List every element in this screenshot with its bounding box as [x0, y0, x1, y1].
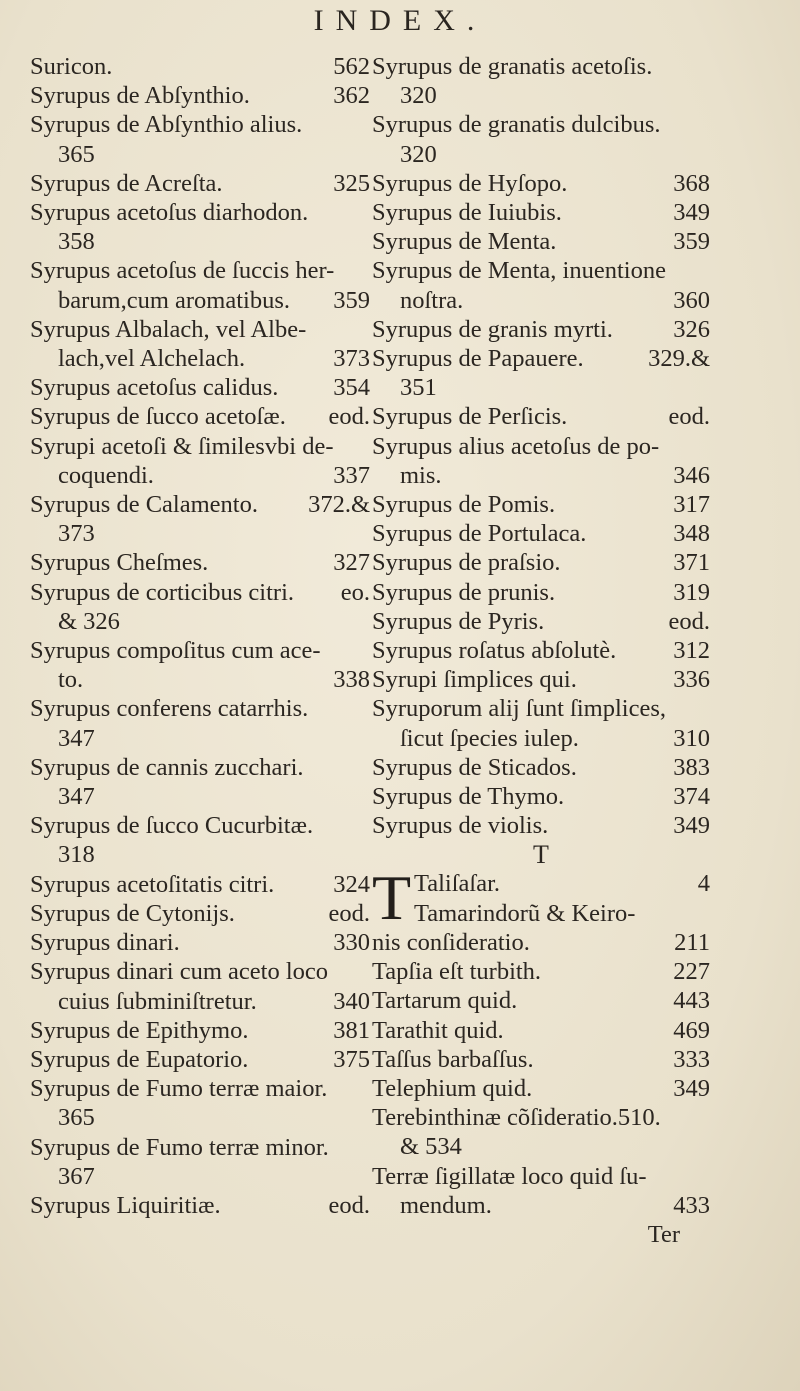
entry-text: Syrupus de Eupatorio.	[30, 1045, 249, 1073]
entry-text-line	[30, 724, 370, 753]
index-entry	[30, 548, 370, 577]
entry-text: Syrupus Albalach, vel Albe-	[30, 315, 307, 343]
entry-page-number: 433	[673, 1191, 710, 1219]
entry-text-line	[30, 140, 370, 169]
entry-page-number: 374	[673, 783, 710, 811]
entry-text: Syrupus de granatis acetoſis.	[372, 53, 653, 80]
index-entry	[372, 1074, 710, 1103]
index-entry	[30, 811, 370, 869]
entry-text-line	[372, 432, 710, 461]
entry-page-number: 325	[333, 169, 370, 197]
entry-text-line	[372, 1191, 710, 1220]
entry-text-line	[372, 548, 710, 577]
entry-text: Syrupus de Fumo terræ minor.	[30, 1133, 329, 1161]
left-column	[30, 52, 370, 1220]
dropcap-letter: T	[372, 862, 412, 934]
entry-text-line	[30, 607, 370, 636]
index-entry	[372, 198, 710, 227]
entry-text-line	[30, 1162, 370, 1191]
entry-text: Syrupus de Abſynthio.	[30, 82, 250, 110]
entry-text-line	[30, 169, 370, 198]
index-entry	[372, 957, 710, 986]
entry-page-number: 372.&	[308, 491, 370, 519]
entry-text: Syrupus de praſsio.	[372, 549, 561, 577]
entry-text-line	[372, 490, 710, 519]
index-entry	[372, 256, 710, 314]
entry-page-number: 227	[673, 958, 710, 986]
index-entry	[372, 169, 710, 198]
entry-text: Syrupus de Perſicis.	[372, 403, 568, 431]
index-entry	[30, 870, 370, 899]
entry-text-line	[372, 1016, 710, 1045]
entry-text-line	[30, 987, 370, 1016]
entry-text: Syruporum alij ſunt ſimplices,	[372, 695, 666, 723]
entry-text-line	[372, 1132, 710, 1161]
entry-text-line	[372, 461, 710, 490]
entry-text: Syrupus de ſucco acetoſæ.	[30, 403, 286, 431]
entry-text: Tartarum quid.	[372, 987, 518, 1015]
index-entry	[372, 432, 710, 490]
entry-text-line	[372, 315, 710, 344]
entry-page-number: 333	[673, 1045, 710, 1073]
entry-text: Syrupus de Calamento.	[30, 491, 258, 519]
entry-text-line	[372, 227, 710, 256]
entry-page-number: 383	[673, 753, 710, 781]
entry-text-line	[30, 1133, 370, 1162]
index-entry	[372, 636, 710, 665]
index-entry-dropcap	[372, 862, 710, 934]
entry-page-number: 4	[697, 870, 710, 898]
index-entry	[30, 753, 370, 811]
entry-text: Syrupus de Sticados.	[372, 753, 577, 781]
index-entry	[30, 315, 370, 373]
entry-text-line	[30, 1191, 370, 1220]
entry-page-number: 324	[333, 870, 370, 898]
entry-page-number: 368	[673, 169, 710, 197]
entry-text: cuius ſubminiſtretur.	[58, 987, 257, 1015]
entry-text: mendum.	[400, 1191, 492, 1219]
entry-text: Syrupus de Cytonijs.	[30, 899, 235, 927]
index-entry	[372, 344, 710, 402]
entry-page-number: 330	[333, 929, 370, 957]
t-entries	[372, 928, 710, 1220]
entry-text-line	[30, 344, 370, 373]
entry-page-number: 381	[333, 1016, 370, 1044]
entry-page-number: 359	[333, 286, 370, 314]
index-entry	[30, 1191, 370, 1220]
index-entry	[30, 899, 370, 928]
entry-text-line	[372, 957, 710, 986]
entry-text-line	[30, 461, 370, 490]
entry-text: Tapſia eſt turbith.	[372, 958, 542, 986]
index-entry	[30, 110, 370, 168]
entry-text: Syrupus de Abſynthio alius.	[30, 111, 303, 139]
index-entry	[372, 490, 710, 519]
entry-text-line	[30, 870, 370, 899]
entry-text-line	[30, 782, 370, 811]
entry-text: coquendi.	[58, 461, 154, 489]
entry-text: Syrupus de Hyſopo.	[372, 169, 568, 197]
entry-text-line	[372, 52, 710, 81]
entry-text: Syrupus de cannis zucchari.	[30, 753, 304, 781]
entry-page-number: 367	[58, 1162, 95, 1190]
entry-page-number: 365	[58, 140, 95, 168]
entry-text-line	[30, 402, 370, 431]
index-entry	[30, 1133, 370, 1191]
index-entry	[372, 665, 710, 694]
entry-text-line	[30, 256, 370, 285]
entry-text: Syrupus de granatis dulcibus.	[372, 111, 661, 139]
index-entry	[372, 548, 710, 577]
entry-text-line	[30, 578, 370, 607]
entry-text-line	[372, 402, 710, 431]
entry-text: to.	[58, 666, 84, 694]
entry-text-line	[30, 227, 370, 256]
index-entry	[372, 315, 710, 344]
entry-page-number: 340	[333, 987, 370, 1015]
entry-text-line	[372, 169, 710, 198]
entry-text: Syrupus de Pyris.	[372, 607, 545, 635]
index-entry	[30, 928, 370, 957]
entry-page-number: 320	[400, 82, 437, 110]
entry-text-line	[30, 315, 370, 344]
index-entry	[372, 694, 710, 752]
entry-text: Syrupus acetoſitatis citri.	[30, 870, 275, 898]
index-entry	[372, 753, 710, 782]
index-entry	[30, 169, 370, 198]
entry-text: mis.	[400, 461, 442, 489]
entry-text-line	[30, 694, 370, 723]
entry-page-number: 373	[333, 345, 370, 373]
entry-text: Syrupus de ſucco Cucurbitæ.	[30, 812, 314, 840]
entry-text: Syrupus de Thymo.	[372, 783, 565, 811]
entry-text-line	[30, 198, 370, 227]
entry-text-line	[30, 373, 370, 402]
entry-text: noſtra.	[400, 286, 464, 314]
entry-text-line	[372, 286, 710, 315]
entry-text-line	[30, 1016, 370, 1045]
entry-page-number: 362	[333, 82, 370, 110]
index-entry	[30, 694, 370, 752]
entry-text-line	[30, 840, 370, 869]
entry-text-line	[30, 811, 370, 840]
right-entries	[372, 52, 710, 840]
index-entry	[30, 81, 370, 110]
entry-text-line	[30, 957, 370, 986]
entry-text: Syrupus de Menta.	[372, 228, 557, 256]
entry-text: Syrupus de Pomis.	[372, 491, 556, 519]
entry-text: Terræ ſigillatæ loco quid ſu-	[372, 1162, 647, 1190]
index-entry	[30, 1016, 370, 1045]
index-entry	[372, 402, 710, 431]
entry-text-line	[30, 490, 370, 519]
entry-text: Tamarindorũ & Keiro-	[414, 899, 636, 927]
entry-text-line	[372, 81, 710, 110]
entry-text: ſicut ſpecies iulep.	[400, 724, 579, 752]
entry-text: Syrupus dinari cum aceto loco	[30, 958, 329, 986]
entry-text-line	[30, 1074, 370, 1103]
entry-text-line	[372, 256, 710, 285]
entry-text: Suricon.	[30, 53, 113, 80]
entry-text-line	[372, 344, 710, 373]
entry-text-line	[30, 286, 370, 315]
entry-text: Terebinthinæ cõſideratio.510.	[372, 1104, 661, 1132]
entry-text-line	[372, 1045, 710, 1074]
entry-page-number: 365	[58, 1104, 95, 1132]
index-entry	[30, 957, 370, 1015]
index-entry	[30, 198, 370, 256]
entry-page-number: eod.	[328, 403, 370, 431]
entry-text: Syrupus Liquiritiæ.	[30, 1191, 221, 1219]
entry-text-line	[30, 519, 370, 548]
index-entry	[372, 986, 710, 1015]
entry-text: Syrupus roſatus abſolutè.	[372, 637, 617, 665]
entry-page-number: eo.	[340, 578, 370, 606]
entry-page-number: 443	[673, 987, 710, 1015]
entry-page-number: 347	[58, 783, 95, 811]
entry-page-number: eod.	[668, 403, 710, 431]
catchword: Ter	[647, 1220, 680, 1248]
entry-page-number: 359	[673, 228, 710, 256]
entry-text-line	[30, 81, 370, 110]
entry-page-number: 327	[333, 549, 370, 577]
entry-text-line	[372, 811, 710, 840]
entry-text-line	[372, 607, 710, 636]
entry-text-line	[30, 548, 370, 577]
entry-text-line	[372, 110, 710, 139]
entry-text-line	[372, 636, 710, 665]
entry-text: Syrupus de violis.	[372, 812, 549, 840]
entry-page-number: & 534	[400, 1133, 462, 1161]
index-entry	[372, 811, 710, 840]
index-entry	[30, 373, 370, 402]
entry-page-number: 312	[673, 637, 710, 665]
index-entry	[372, 578, 710, 607]
right-column	[372, 52, 710, 1249]
entry-page-number: 318	[58, 841, 95, 869]
entry-text: Syrupus de granis myrti.	[372, 315, 613, 343]
index-entry	[30, 1074, 370, 1132]
entry-page-number: 348	[673, 520, 710, 548]
entry-page-number: 346	[673, 461, 710, 489]
index-entry	[372, 519, 710, 548]
section-letter-heading: T	[533, 840, 549, 870]
entry-text: Taliſaſar.	[414, 870, 501, 898]
entry-text: Syrupus de Fumo terræ maior.	[30, 1075, 328, 1103]
entry-text-line	[30, 636, 370, 665]
entry-page-number: 310	[673, 724, 710, 752]
entry-text: Syrupus de Epithymo.	[30, 1016, 249, 1044]
entry-page-number: 351	[400, 374, 437, 402]
entry-text-line	[372, 694, 710, 723]
entry-text: Syrupus de Menta, inuentione	[372, 257, 666, 285]
entry-text-line	[372, 1074, 710, 1103]
entry-text: Syrupus acetoſus de ſuccis her-	[30, 257, 335, 285]
entry-page-number: 360	[673, 286, 710, 314]
entry-page-number: 371	[673, 549, 710, 577]
entry-text: Syrupus de Papauere.	[372, 345, 584, 373]
entry-text-line	[30, 432, 370, 461]
entry-text-line	[372, 519, 710, 548]
index-entry	[372, 607, 710, 636]
index-entry	[372, 110, 710, 168]
entry-text: Syrupus Cheſmes.	[30, 549, 209, 577]
entry-text: Syrupus acetoſus diarhodon.	[30, 199, 309, 227]
entry-text: Syrupus de Portulaca.	[372, 520, 587, 548]
entry-page-number: 329.&	[648, 345, 710, 373]
index-entry	[30, 636, 370, 694]
index-entry	[30, 52, 370, 81]
entry-text: Syrupus de Iuiubis.	[372, 199, 562, 227]
index-entry	[30, 490, 370, 548]
entry-text-line	[372, 198, 710, 227]
entry-page-number: 338	[333, 666, 370, 694]
entry-text-line	[372, 373, 710, 402]
entry-page-number: 354	[333, 374, 370, 402]
index-entry	[372, 928, 710, 957]
entry-text-line	[372, 1162, 710, 1191]
index-entry	[372, 52, 710, 110]
index-entry	[372, 782, 710, 811]
entry-text-line	[372, 578, 710, 607]
index-entry	[372, 1162, 710, 1220]
entry-text: Tarathit quid.	[372, 1016, 504, 1044]
entry-text: nis conſideratio.	[372, 928, 530, 956]
index-entry	[372, 1045, 710, 1074]
entry-text-line	[30, 928, 370, 957]
entry-page-number: 337	[333, 461, 370, 489]
entry-text: Syrupi ſimplices qui.	[372, 666, 577, 694]
entry-page-number: 317	[673, 491, 710, 519]
entry-text-line	[372, 665, 710, 694]
index-entry	[30, 1045, 370, 1074]
entry-text-line	[30, 899, 370, 928]
entry-page-number: 562	[333, 53, 370, 80]
index-entry	[30, 432, 370, 490]
entry-text: Syrupus alius acetoſus de po-	[372, 432, 660, 460]
entry-text: Syrupi acetoſi & ſimilesvbi de-	[30, 432, 334, 460]
entry-text: Syrupus de Acreſta.	[30, 169, 223, 197]
entry-page-number: 211	[674, 928, 710, 956]
entry-page-number: & 326	[58, 607, 120, 635]
entry-text-line	[372, 986, 710, 1015]
entry-text-line	[372, 140, 710, 169]
index-entry	[30, 256, 370, 314]
entry-text-line	[372, 1103, 710, 1132]
entry-text: lach,vel Alchelach.	[58, 345, 246, 373]
entry-page-number: 320	[400, 140, 437, 168]
entry-page-number: 375	[333, 1045, 370, 1073]
entry-page-number: 347	[58, 724, 95, 752]
entry-text: Syrupus compoſitus cum ace-	[30, 637, 321, 665]
entry-page-number: eod.	[328, 899, 370, 927]
entry-text-line	[30, 1045, 370, 1074]
entry-text-line	[414, 899, 710, 928]
page-header: INDEX.	[313, 4, 487, 37]
entry-text: barum,cum aromatibus.	[58, 286, 291, 314]
entry-page-number: 358	[58, 228, 95, 256]
entry-text-line	[414, 869, 710, 898]
entry-page-number: 336	[673, 666, 710, 694]
entry-page-number: 373	[58, 520, 95, 548]
entry-page-number: 469	[673, 1016, 710, 1044]
entry-page-number: 319	[673, 578, 710, 606]
entry-page-number: 326	[673, 315, 710, 343]
entry-text-line	[30, 110, 370, 139]
entry-text: Syrupus acetoſus calidus.	[30, 374, 279, 402]
entry-text: Syrupus conferens catarrhis.	[30, 695, 309, 723]
entry-page-number: eod.	[328, 1191, 370, 1219]
index-entry	[30, 402, 370, 431]
entry-text-line	[30, 753, 370, 782]
index-entry	[30, 578, 370, 636]
entry-text: Syrupus dinari.	[30, 929, 180, 957]
index-entry	[372, 1103, 710, 1161]
entry-text-line	[30, 52, 370, 81]
index-entry	[372, 227, 710, 256]
entry-text-line	[372, 782, 710, 811]
index-entry	[372, 1016, 710, 1045]
entry-page-number: eod.	[668, 607, 710, 635]
entry-page-number: 349	[673, 199, 710, 227]
entry-text-line	[372, 724, 710, 753]
entry-text: Taſſus barbaſſus.	[372, 1045, 534, 1073]
entry-page-number: 349	[673, 812, 710, 840]
entry-text-line	[372, 753, 710, 782]
entry-text-line	[372, 928, 710, 957]
entry-text-line	[30, 665, 370, 694]
entry-text: Syrupus de prunis.	[372, 578, 556, 606]
entry-text-line	[30, 1103, 370, 1132]
entry-page-number: 349	[673, 1074, 710, 1102]
entry-text: Syrupus de corticibus citri.	[30, 578, 295, 606]
entry-text: Telephium quid.	[372, 1074, 533, 1102]
